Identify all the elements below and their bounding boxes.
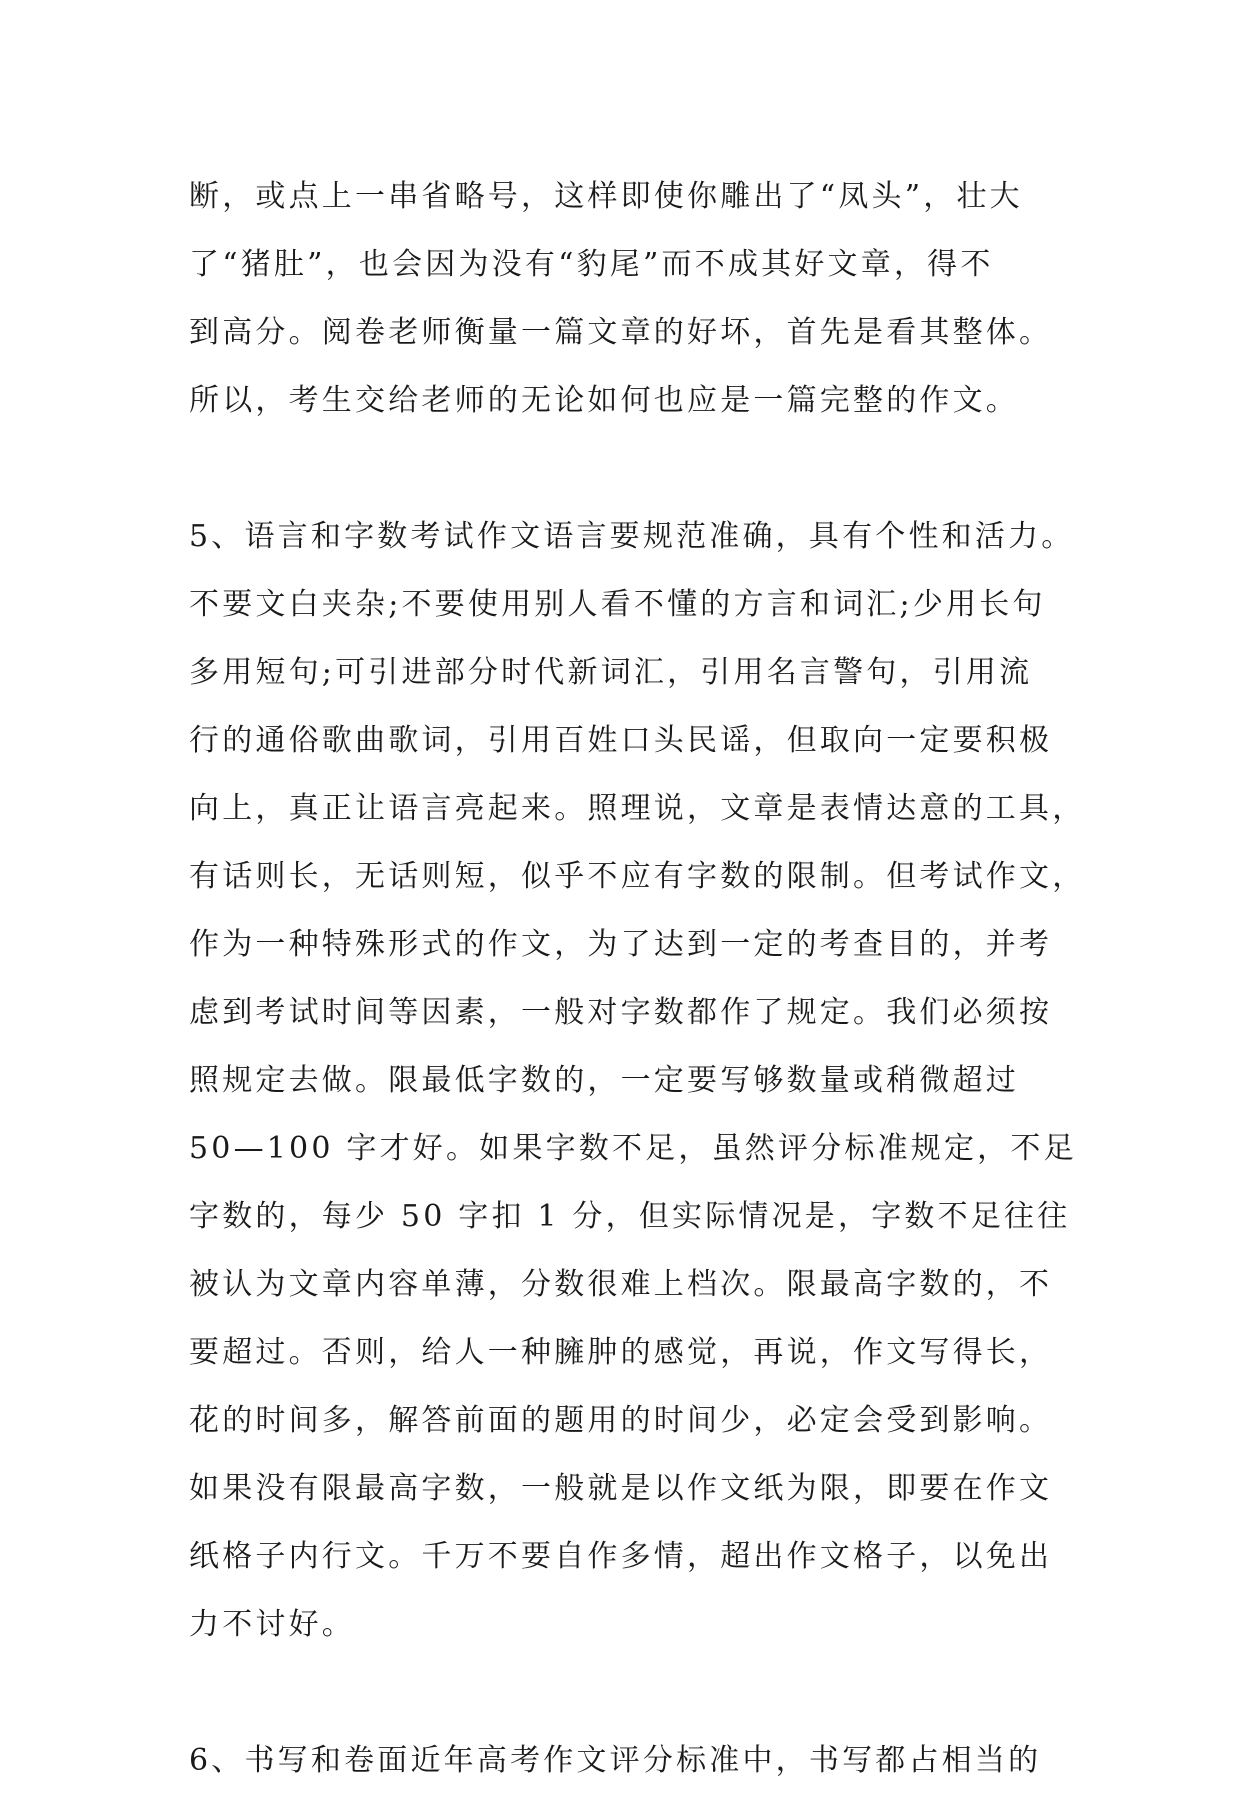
text-line: 断，或点上一串省略号，这样即使你雕出了“凤头”，壮大 <box>189 179 1023 214</box>
text-line: 力不讨好。 <box>189 1607 355 1642</box>
document-body <box>189 163 1086 1795</box>
text-line: 所以，考生交给老师的无论如何也应是一篇完整的作文。 <box>189 383 1019 418</box>
text-line: 要超过。否则，给人一种臃肿的感觉，再说，作文写得长， <box>189 1335 1053 1370</box>
paragraph-handwriting <box>189 1727 1069 1795</box>
text-line: 到高分。阅卷老师衡量一篇文章的好坏，首先是看其整体。 <box>189 315 1053 350</box>
paragraph-ending <box>189 163 1069 435</box>
text-line: 照规定去做。限最低字数的，一定要写够数量或稍微超过 <box>189 1063 1019 1098</box>
paragraph-spacer <box>189 435 1069 503</box>
text-line: 50—100 字才好。如果字数不足，虽然评分标准规定，不足 <box>189 1131 1077 1166</box>
text-line: 多用短句;可引进部分时代新词汇，引用名言警句，引用流 <box>189 655 1033 690</box>
paragraph-spacer <box>189 1659 1069 1727</box>
text-line: 如果没有限最高字数，一般就是以作文纸为限，即要在作文 <box>189 1471 1053 1506</box>
text-line: 了“猪肚”，也会因为没有“豹尾”而不成其好文章，得不 <box>189 247 994 282</box>
text-line: 作为一种特殊形式的作文，为了达到一定的考查目的，并考 <box>189 927 1053 962</box>
text-line: 不要文白夹杂;不要使用别人看不懂的方言和词汇;少用长句 <box>189 587 1046 622</box>
text-line: 被认为文章内容单薄，分数很难上档次。限最高字数的，不 <box>189 1267 1053 1302</box>
text-line: 6、书写和卷面近年高考作文评分标准中，书写都占相当的 <box>189 1743 1042 1778</box>
text-line: 5、语言和字数考试作文语言要规范准确，具有个性和活力。 <box>189 519 1075 554</box>
text-line: 向上，真正让语言亮起来。照理说，文章是表情达意的工具， <box>189 791 1086 826</box>
text-line: 虑到考试时间等因素，一般对字数都作了规定。我们必须按 <box>189 995 1053 1030</box>
text-line: 行的通俗歌曲歌词，引用百姓口头民谣，但取向一定要积极 <box>189 723 1053 758</box>
text-line: 字数的，每少 50 字扣 1 分，但实际情况是，字数不足往往 <box>189 1199 1071 1234</box>
text-line: 花的时间多，解答前面的题用的时间少，必定会受到影响。 <box>189 1403 1053 1438</box>
text-line: 纸格子内行文。千万不要自作多情，超出作文格子，以免出 <box>189 1539 1053 1574</box>
paragraph-language-word-count <box>189 503 1086 1659</box>
text-line: 有话则长，无话则短，似乎不应有字数的限制。但考试作文， <box>189 859 1086 894</box>
